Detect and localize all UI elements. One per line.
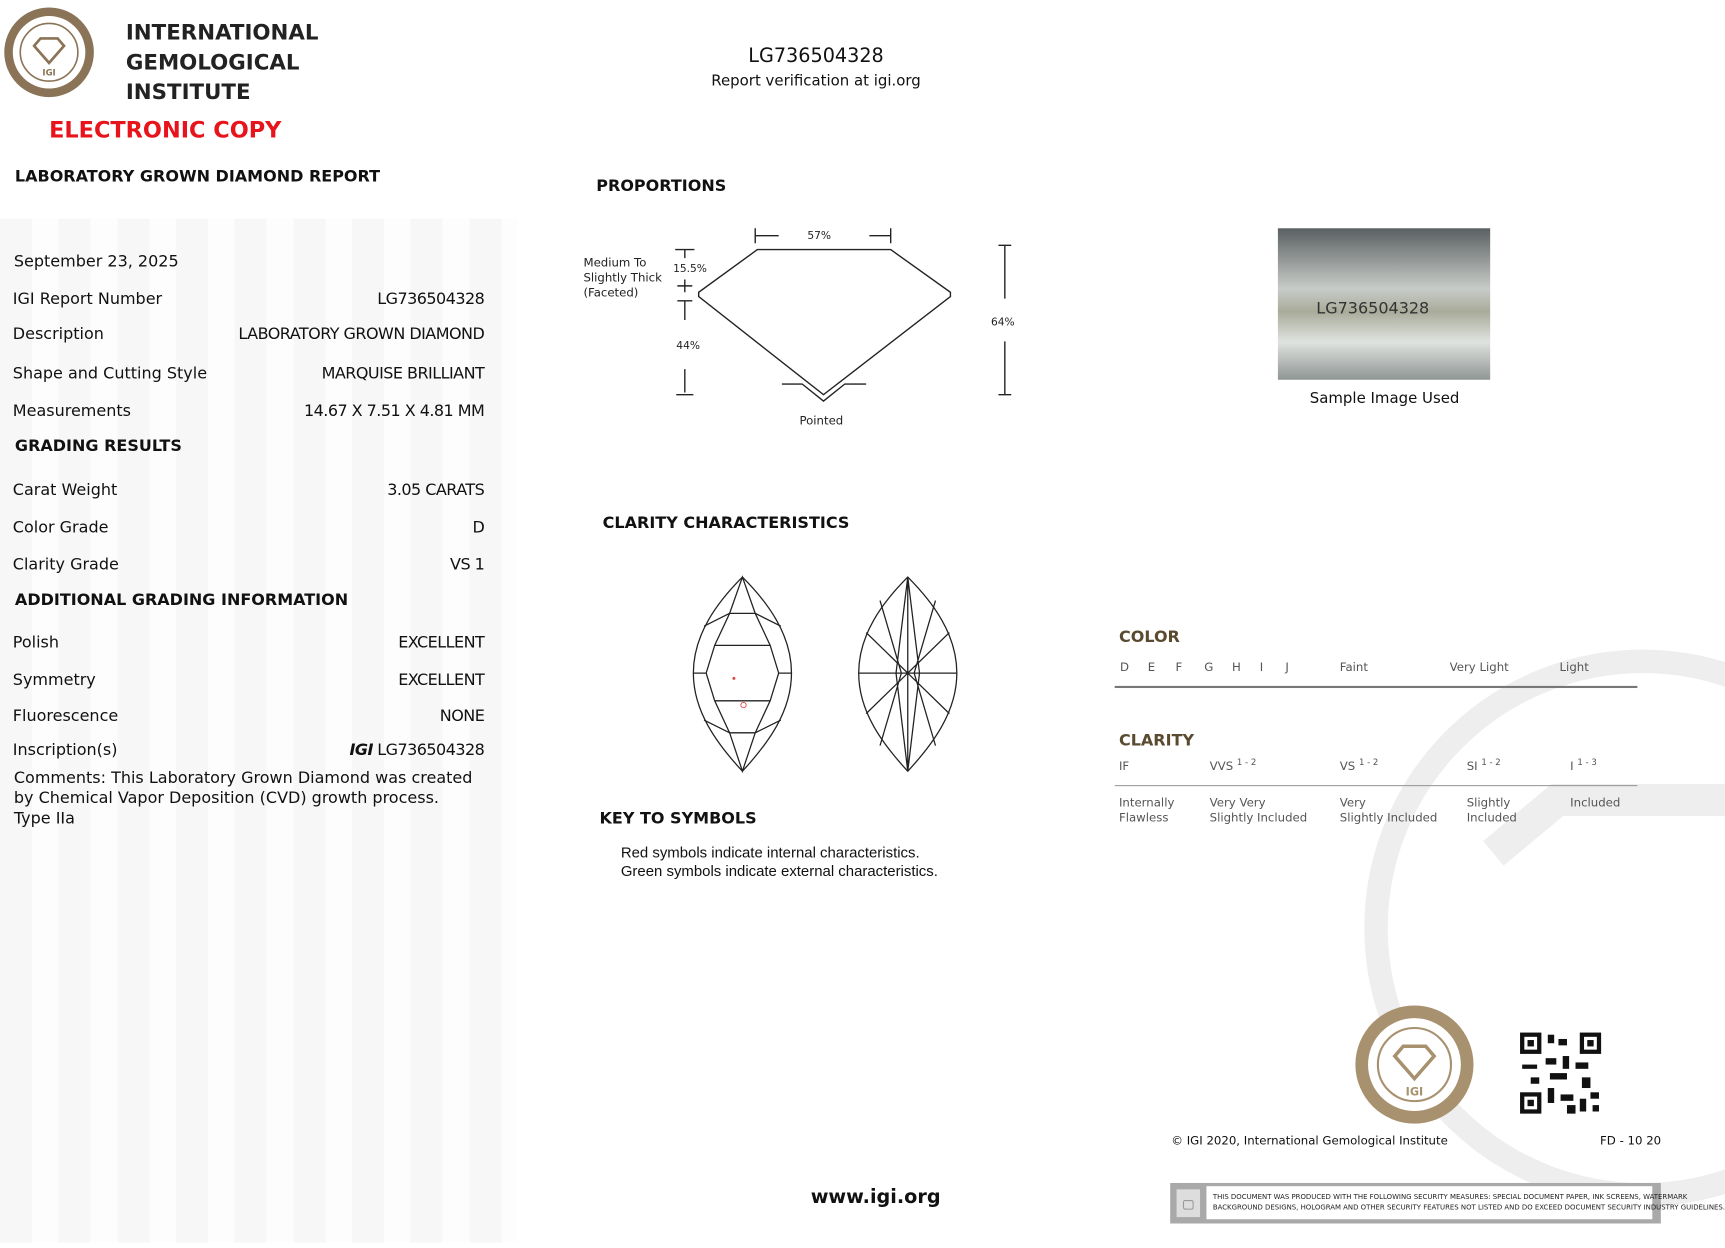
- value: 3.05 CARATS: [387, 480, 485, 500]
- color-grade-h: H: [1232, 660, 1241, 675]
- form-code: FD - 10 20: [1600, 1133, 1662, 1148]
- color-grade-d: D: [1120, 660, 1130, 675]
- table-percent: 57%: [807, 228, 832, 242]
- value: D: [472, 517, 485, 537]
- label: Shape and Cutting Style: [12, 363, 208, 383]
- proportions-diagram: [576, 213, 1035, 437]
- label: IGI Report Number: [12, 289, 163, 309]
- qr-code-icon[interactable]: [1520, 1033, 1601, 1114]
- label: Symmetry: [12, 669, 96, 690]
- igi-seal-logo: [2, 5, 96, 99]
- color-grade-i: I: [1259, 660, 1264, 675]
- clarity-grade-vs: VS $^{1 - 2}$: [1339, 757, 1379, 773]
- additional-row-polish: [13, 633, 484, 652]
- additional-row-inscription: [13, 740, 484, 759]
- clarity-grade-if: IF: [1118, 759, 1130, 774]
- security-text-line2: BACKGROUND DESIGNS, HOLOGRAM AND OTHER SECURITY FEATURES NOT LISTED AND DO EXCEED DOCUMENT SECURITY INDUSTRY GUIDELINES.: [1212, 1203, 1725, 1212]
- report-number-header: LG736504328: [748, 44, 884, 68]
- additional-info-title: ADDITIONAL GRADING INFORMATION: [14, 589, 349, 610]
- org-name-line3: INSTITUTE: [125, 78, 251, 105]
- color-scale-divider: [1115, 686, 1638, 688]
- report-title: LABORATORY GROWN DIAMOND REPORT: [14, 166, 381, 186]
- clarity-desc-i: Included: [1570, 795, 1621, 810]
- igi-mini-logo-icon: IGI: [349, 740, 373, 760]
- color-grade-e: E: [1147, 660, 1156, 675]
- color-group-light: Light: [1559, 660, 1589, 675]
- sample-inscription-image: [1278, 228, 1490, 379]
- detail-row-measurements: [13, 401, 484, 420]
- label: Clarity Grade: [12, 554, 119, 574]
- key-green-text: Green symbols indicate external characteristics.: [620, 861, 938, 879]
- inclusion-symbol: [741, 702, 746, 707]
- girdle-line3: (Faceted): [583, 285, 639, 300]
- clarity-grade-i: I $^{1 - 3}$: [1570, 757, 1597, 773]
- grading-row-carat: [13, 480, 484, 499]
- color-group-faint: Faint: [1339, 660, 1368, 675]
- website-link[interactable]: www.igi.org: [810, 1186, 941, 1209]
- comments-text: Comments: This Laboratory Grown Diamond was created by Chemical Vapor Deposition (CVD) growth process.: [13, 768, 473, 808]
- clarity-desc-vs: Very Slightly Included: [1339, 795, 1438, 825]
- diamond-type: Type IIa: [13, 808, 75, 828]
- grading-row-clarity: [13, 555, 484, 574]
- value: LG736504328: [377, 740, 485, 760]
- grading-row-color: [13, 517, 484, 536]
- detail-row-shape: [13, 364, 484, 383]
- additional-row-fluorescence: [13, 706, 484, 725]
- sample-inscription-text: LG736504328: [1316, 298, 1430, 318]
- igi-seal-footer-icon: [1353, 1003, 1477, 1127]
- org-name-line1: INTERNATIONAL: [125, 19, 319, 45]
- value: EXCELLENT: [398, 632, 485, 652]
- crown-percent: 15.5%: [673, 262, 707, 276]
- label: Color Grade: [12, 517, 109, 537]
- lock-document-icon: [1177, 1189, 1200, 1217]
- value: LG736504328: [377, 289, 485, 309]
- color-grade-g: G: [1204, 660, 1214, 675]
- inclusion-symbol: [733, 678, 735, 680]
- value: LABORATORY GROWN DIAMOND: [238, 324, 485, 344]
- clarity-desc-si: Slightly Included: [1466, 795, 1517, 825]
- clarity-grade-vvs: VVS $^{1 - 2}$: [1209, 757, 1257, 773]
- depth-percent: 64%: [990, 315, 1015, 329]
- value: VS 1: [450, 554, 485, 574]
- clarity-desc-if: Internally Flawless: [1118, 795, 1175, 825]
- clarity-plot-diagram: [683, 571, 971, 779]
- color-scale-title: COLOR: [1118, 627, 1180, 647]
- clarity-scale-title: CLARITY: [1118, 730, 1195, 750]
- culet-label: Pointed: [799, 413, 844, 428]
- detail-row-report-number: [13, 289, 484, 308]
- report-date: September 23, 2025: [13, 251, 179, 271]
- additional-row-symmetry: [13, 670, 484, 689]
- label: Inscription(s): [12, 740, 118, 760]
- electronic-copy-label: ELECTRONIC COPY: [49, 117, 282, 143]
- security-text-line1: THIS DOCUMENT WAS PRODUCED WITH THE FOLLOWING SECURITY MEASURES: SPECIAL DOCUMENT PAPER, INK SCREENS, WATERMARK: [1212, 1192, 1688, 1202]
- pavilion-percent: 44%: [676, 338, 700, 352]
- value: MARQUISE BRILLIANT: [321, 363, 485, 383]
- color-grade-j: J: [1285, 660, 1289, 675]
- copyright-text: © IGI 2020, International Gemological Institute: [1171, 1133, 1448, 1148]
- label: Carat Weight: [12, 480, 118, 500]
- clarity-characteristics-title: CLARITY CHARACTERISTICS: [602, 513, 850, 533]
- color-grade-f: F: [1175, 660, 1183, 675]
- svg-text:IGI: IGI: [42, 68, 56, 79]
- girdle-line1: Medium To: [583, 255, 647, 270]
- label: Measurements: [12, 401, 131, 421]
- clarity-grade-si: SI $^{1 - 2}$: [1466, 757, 1501, 773]
- girdle-line2: Slightly Thick: [583, 270, 662, 285]
- clarity-scale-divider: [1115, 785, 1638, 786]
- key-red-text: Red symbols indicate internal characteristics.: [620, 843, 920, 861]
- color-group-very-light: Very Light: [1449, 660, 1509, 675]
- proportions-title: PROPORTIONS: [596, 176, 727, 196]
- value: NONE: [439, 706, 485, 726]
- svg-text:IGI: IGI: [1405, 1085, 1424, 1099]
- grading-results-title: GRADING RESULTS: [14, 436, 182, 456]
- org-name-line2: GEMOLOGICAL: [125, 49, 300, 75]
- label: Description: [12, 324, 104, 344]
- value: 14.67 X 7.51 X 4.81 MM: [303, 401, 485, 421]
- detail-row-description: [13, 324, 484, 343]
- verification-text[interactable]: Report verification at igi.org: [711, 72, 921, 90]
- label: Polish: [12, 632, 60, 652]
- label: Fluorescence: [12, 706, 119, 726]
- security-notice-strip: [1170, 1183, 1725, 1224]
- clarity-desc-vvs: Very Very Slightly Included: [1209, 795, 1308, 825]
- value: EXCELLENT: [398, 669, 485, 690]
- key-to-symbols-title: KEY TO SYMBOLS: [599, 808, 757, 828]
- sample-image-caption: Sample Image Used: [1309, 390, 1460, 408]
